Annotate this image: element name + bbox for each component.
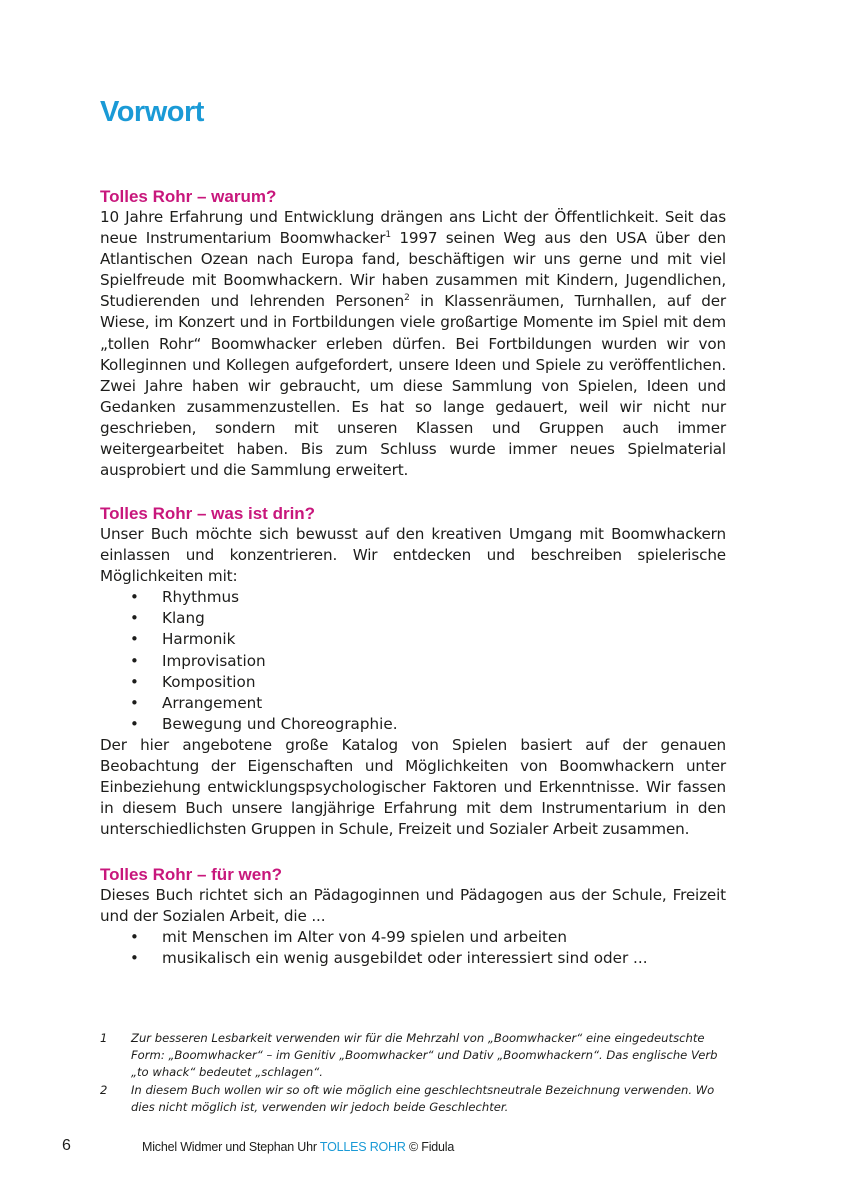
footnote-text: Zur besseren Lesbarkeit verwenden wir für die Mehrzahl von „Boomwhacker“ eine eingedeutschte Form: „Boomwhacker“ – im Genitiv „Boomwhacker“ und Dativ „Boomwhackern“. Das englische Verb „to whack“ bedeutet „schlagen“.: [131, 1031, 718, 1079]
list-item-text: Rhythmus: [162, 588, 240, 607]
section-heading: Tolles Rohr – für wen?: [100, 865, 282, 884]
list-item: [100, 948, 726, 969]
footnote-ref-2: 2: [404, 293, 410, 304]
audience-list: [100, 927, 726, 969]
section-warum: [100, 186, 726, 481]
footnote-number: 2: [100, 1083, 108, 1097]
list-item-text: musikalisch ein wenig ausgebildet oder interessiert sind oder ...: [162, 949, 648, 968]
section-intro: Unser Buch möchte sich bewusst auf den kreativen Umgang mit Boomwhackern einlassen und konzentrieren. Wir entdecken und beschreiben spielerische Möglichkeiten mit:: [100, 525, 726, 586]
list-item-text: Komposition: [162, 672, 256, 691]
paragraph-text: 1997 seinen Weg aus den USA über den Atlantischen Ozean nach Europa fand, beschäftigen wir uns gerne und mit viel Spielfreude mit Boomwhackern. Wir haben zusammen mit Kindern, Jugendlichen, Studierenden und lehrenden Personen: [100, 229, 726, 311]
bullet-icon: •: [130, 949, 139, 968]
bullet-icon: •: [130, 609, 139, 628]
page-number: 6: [62, 1137, 71, 1154]
list-item-text: Harmonik: [162, 630, 236, 649]
footer-authors: Michel Widmer und Stephan Uhr: [142, 1140, 317, 1154]
section-heading: Tolles Rohr – warum?: [100, 187, 277, 206]
list-item: [100, 714, 726, 735]
footer-publisher: © Fidula: [408, 1140, 455, 1154]
list-item-text: mit Menschen im Alter von 4-99 spielen und arbeiten: [162, 928, 567, 947]
list-item-text: Klang: [162, 609, 205, 628]
list-item: [100, 651, 726, 672]
footnotes: [100, 1030, 726, 1117]
list-item-text: Arrangement: [162, 693, 263, 712]
footnote-text: In diesem Buch wollen wir so oft wie möglich eine geschlechtsneutrale Bezeichnung verwenden. Wo dies nicht möglich ist, verwenden wir jedoch beide Geschlechter.: [131, 1083, 715, 1114]
paragraph-text: in Klassenräumen, Turnhallen, auf der Wiese, im Konzert und in Fortbildungen viele großartige Momente im Spiel mit dem „tollen Rohr“ Boomwhacker erleben dürfen. Bei Fortbildungen wurden wir von Kolleginnen und Kollegen aufgefordert, unsere Ideen und Spiele zu veröffentlichen. Zwei Jahre haben wir gebraucht, um diese Sammlung von Spielen, Ideen und Gedanken zusammenzustellen. Es hat so lange gedauert, weil wir nicht nur geschrieben, sondern mit unseren Klassen und Gruppen auch immer weitergearbeitet haben. Bis zum Schluss wurde immer neues Spielmaterial ausprobiert und die Sammlung erweitert.: [100, 292, 726, 480]
bullet-icon: •: [130, 714, 139, 733]
topic-list: [100, 587, 726, 735]
section-fuer-wen: [100, 864, 726, 969]
list-item: [100, 629, 726, 650]
bullet-icon: •: [130, 651, 139, 670]
bullet-icon: •: [130, 928, 139, 947]
list-item: [100, 693, 726, 714]
section-paragraph: [100, 207, 726, 481]
section-heading: Tolles Rohr – was ist drin?: [100, 504, 316, 523]
section-was-ist-drin: [100, 503, 726, 840]
footer-credit: [142, 1140, 454, 1154]
list-item-text: Improvisation: [162, 651, 266, 670]
list-item-text: Bewegung und Choreographie.: [162, 714, 398, 733]
bullet-icon: •: [130, 693, 139, 712]
list-item: [100, 672, 726, 693]
bullet-icon: •: [130, 588, 139, 607]
bullet-icon: •: [130, 630, 139, 649]
list-item: [100, 608, 726, 629]
section-intro: Dieses Buch richtet sich an Pädagoginnen und Pädagogen aus der Schule, Freizeit und der Sozialen Arbeit, die ...: [100, 886, 726, 926]
page-title: Vorwort: [100, 96, 204, 128]
footnote-ref-1: 1: [385, 230, 391, 241]
list-item: [100, 927, 726, 948]
footnote: [100, 1082, 726, 1116]
footnote: [100, 1030, 726, 1081]
footer-book-title: TOLLES ROHR: [319, 1140, 406, 1154]
list-item: [100, 587, 726, 608]
paragraph-text: 10 Jahre Erfahrung und Entwicklung drängen ans Licht der Öffentlichkeit. Seit das neue Instrumentarium Boomwhacker: [100, 208, 726, 248]
footnote-number: 1: [100, 1031, 108, 1045]
section-outro: Der hier angebotene große Katalog von Spielen basiert auf der genauen Beobachtung der Eigenschaften und Möglichkeiten von Boomwhackern unter Einbeziehung entwicklungspsychologischer Faktoren und Erkenntnisse. Wir fassen in diesem Buch unsere langjährige Erfahrung mit dem Instrumentarium in den unterschiedlichsten Gruppen in Schule, Freizeit und Sozialer Arbeit zusammen.: [100, 735, 726, 839]
bullet-icon: •: [130, 672, 139, 691]
